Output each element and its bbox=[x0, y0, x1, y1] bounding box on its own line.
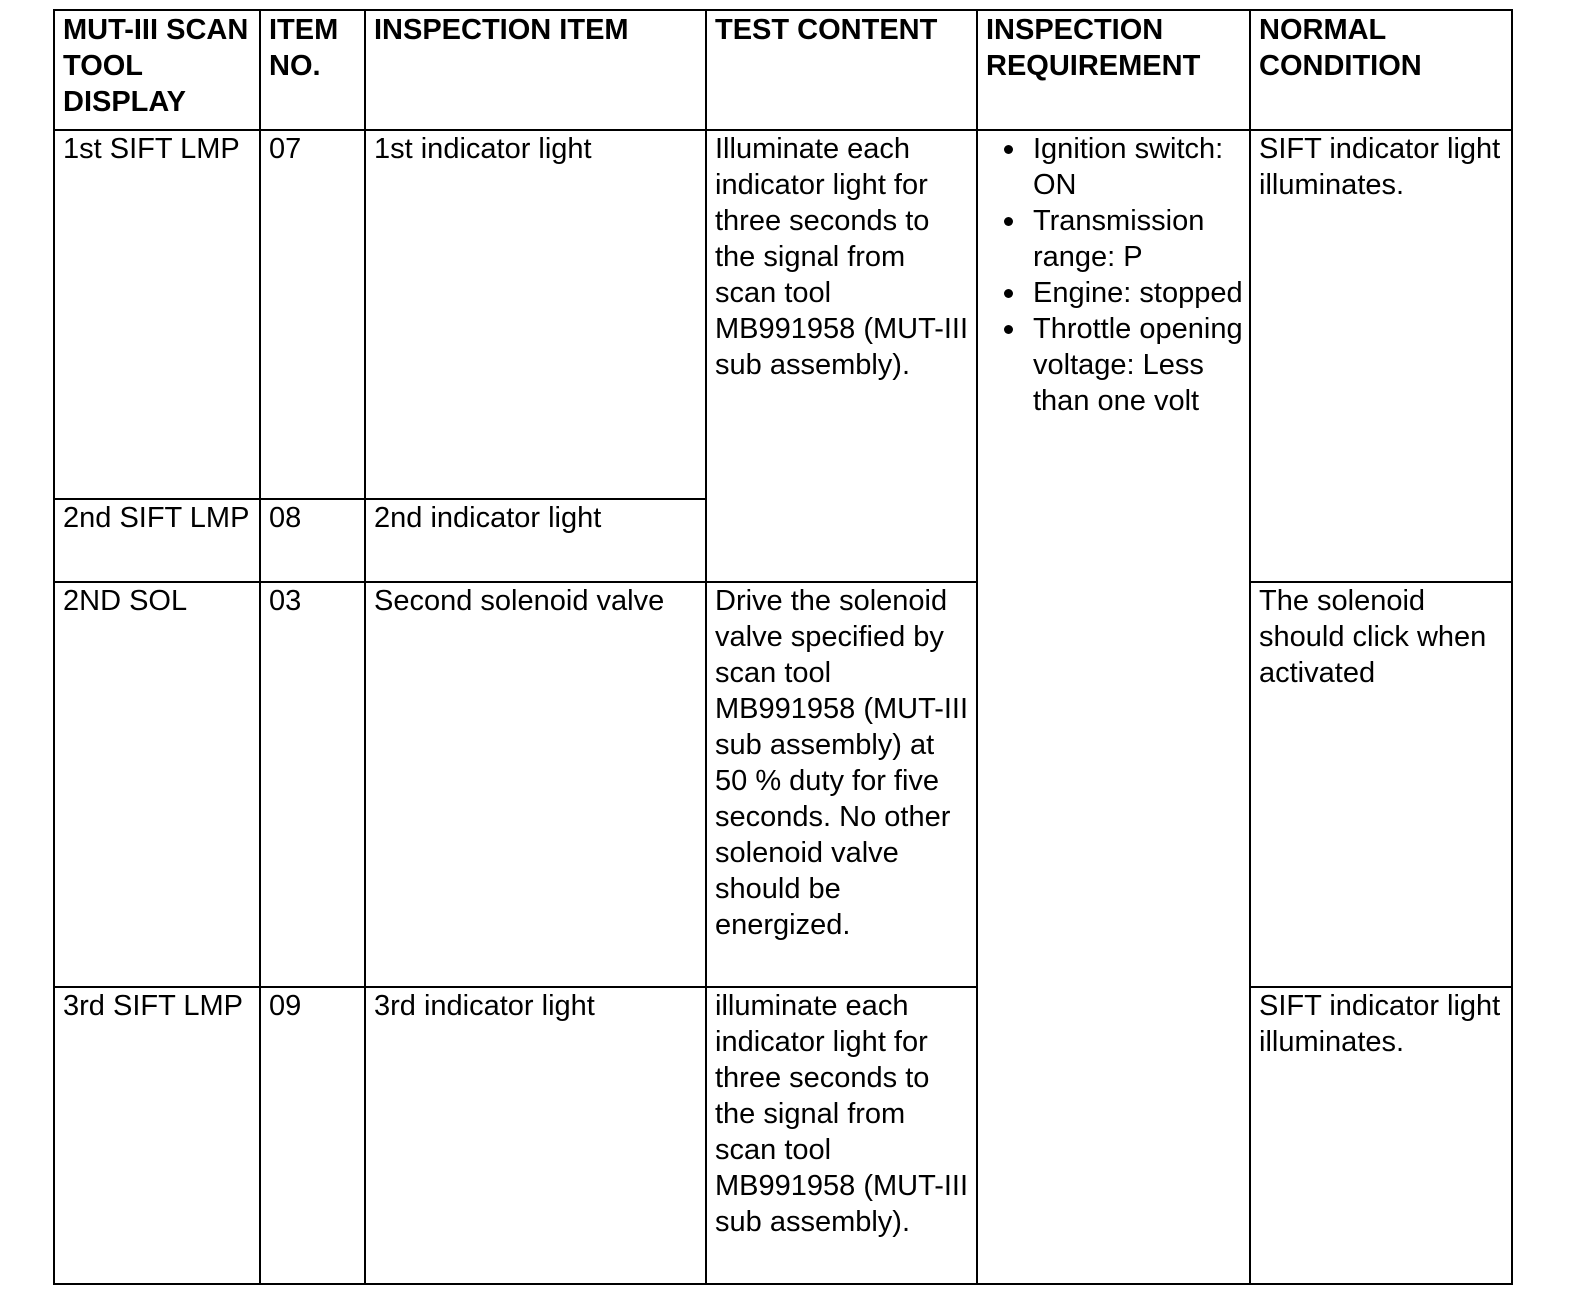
cell-inspection-requirement bbox=[977, 130, 1250, 1284]
cell-inspection-item: 2nd indicator light bbox=[365, 499, 706, 582]
cell-test-content-solenoid: Drive the solenoid valve specified by scan tool MB991958 (MUT-III sub assembly) at 50 % duty for five seconds. No other solenoid valve should be energized. bbox=[706, 582, 977, 987]
cell-normal-condition-solenoid: The solenoid should click when activated bbox=[1250, 582, 1512, 987]
header-display: MUT-III SCAN TOOL DISPLAY bbox=[54, 10, 260, 130]
table-row bbox=[54, 987, 1512, 1284]
cell-normal-condition-third: SIFT indicator light illuminates. bbox=[1250, 987, 1512, 1284]
requirement-item: Transmission range: P bbox=[986, 203, 1243, 275]
table-row bbox=[54, 582, 1512, 987]
cell-inspection-item: 3rd indicator light bbox=[365, 987, 706, 1284]
cell-normal-condition-indicator: SIFT indicator light illuminates. bbox=[1250, 130, 1512, 582]
header-test-content: TEST CONTENT bbox=[706, 10, 977, 130]
header-inspection-requirement: INSPECTION REQUIREMENT bbox=[977, 10, 1250, 130]
cell-display: 3rd SIFT LMP bbox=[54, 987, 260, 1284]
cell-item-no: 09 bbox=[260, 987, 365, 1284]
cell-display: 2nd SIFT LMP bbox=[54, 499, 260, 582]
cell-test-content-indicator: Illuminate each indicator light for three seconds to the signal from scan tool MB991958 (MUT-III sub assembly). bbox=[706, 130, 977, 582]
cell-inspection-item: 1st indicator light bbox=[365, 130, 706, 499]
inspection-table bbox=[53, 9, 1513, 1285]
requirement-item: Ignition switch: ON bbox=[986, 131, 1243, 203]
cell-test-content-third: illuminate each indicator light for three seconds to the signal from scan tool MB991958 (MUT-III sub assembly). bbox=[706, 987, 977, 1284]
cell-display: 1st SIFT LMP bbox=[54, 130, 260, 499]
cell-item-no: 07 bbox=[260, 130, 365, 499]
requirement-item: Throttle opening voltage: Less than one volt bbox=[986, 311, 1243, 419]
table-row bbox=[54, 130, 1512, 499]
header-inspection-item: INSPECTION ITEM bbox=[365, 10, 706, 130]
cell-item-no: 08 bbox=[260, 499, 365, 582]
cell-inspection-item: Second solenoid valve bbox=[365, 582, 706, 987]
requirement-list bbox=[986, 131, 1243, 419]
requirement-item: Engine: stopped bbox=[986, 275, 1243, 311]
header-row bbox=[54, 10, 1512, 130]
header-item-no: ITEM NO. bbox=[260, 10, 365, 130]
cell-item-no: 03 bbox=[260, 582, 365, 987]
cell-display: 2ND SOL bbox=[54, 582, 260, 987]
header-normal-condition: NORMAL CONDITION bbox=[1250, 10, 1512, 130]
